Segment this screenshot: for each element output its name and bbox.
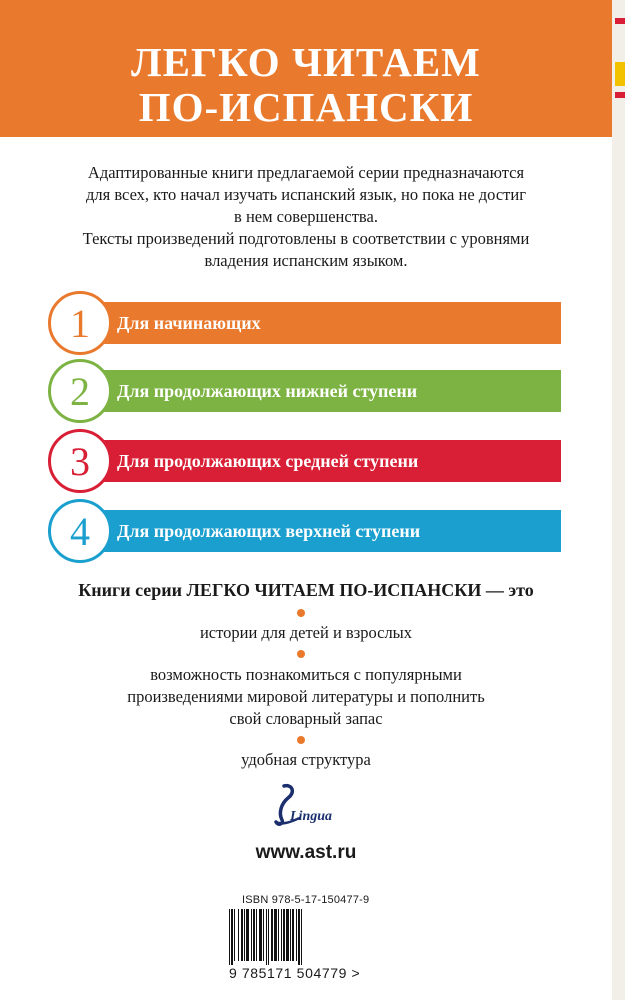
- level-number: 2: [70, 368, 90, 414]
- level-number: 4: [70, 508, 90, 554]
- bullet-dot: [297, 609, 305, 617]
- edge-flag-yellow: [615, 62, 625, 86]
- series-title-line1: ЛЕГКО ЧИТАЕМ: [131, 39, 481, 85]
- feature-text: истории для детей и взрослых: [199, 623, 413, 642]
- edge-flag-red-2: [615, 92, 625, 98]
- barcode: [229, 909, 379, 965]
- series-heading: Книги серии ЛЕГКО ЧИТАЕМ ПО-ИСПАНСКИ — это: [78, 580, 534, 600]
- level-label: Для начинающих: [117, 313, 261, 333]
- lingua-logo-text: Lingua: [290, 809, 333, 824]
- intro-line: для всех, кто начал изучать испанский язык, но пока не достиг: [86, 185, 526, 204]
- cover-edge: [612, 0, 625, 1000]
- intro-line: Тексты произведений подготовлены в соответствии с уровнями: [82, 229, 530, 248]
- bullet-dot: [297, 736, 305, 744]
- level-4: [48, 499, 561, 563]
- level-number-badge: [48, 499, 112, 563]
- intro-line: владения испанским языком.: [204, 251, 408, 270]
- level-label: Для продолжающих средней ступени: [117, 451, 419, 471]
- feature-text: произведениями мировой литературы и пополнить: [127, 687, 485, 706]
- level-number-badge: [48, 359, 112, 423]
- barcode-digits: 9 785171 504779 >: [229, 965, 361, 981]
- level-label: Для продолжающих нижней ступени: [117, 381, 418, 401]
- feature-text: возможность познакомиться с популярными: [150, 665, 462, 684]
- level-1: [48, 291, 561, 355]
- level-number: 3: [70, 438, 90, 484]
- barcode-gap: [302, 909, 305, 961]
- feature-text: удобная структура: [241, 750, 371, 769]
- lingua-logo: [270, 782, 340, 828]
- title-banner: [0, 0, 612, 137]
- intro-text: [60, 162, 552, 272]
- edge-flag-red: [615, 18, 625, 24]
- series-title-line2: ПО-ИСПАНСКИ: [138, 84, 474, 130]
- level-2: [48, 359, 561, 423]
- intro-line: Адаптированные книги предлагаемой серии предназначаются: [87, 163, 525, 182]
- intro-line: в нем совершенства.: [234, 207, 378, 226]
- level-3: [48, 429, 561, 493]
- lingua-logo-icon: [270, 782, 340, 828]
- website-url[interactable]: www.ast.ru: [255, 842, 357, 863]
- level-label: Для продолжающих верхней ступени: [117, 521, 421, 541]
- feature-item: [120, 622, 492, 644]
- level-number: 1: [70, 300, 90, 346]
- series-title: [0, 40, 612, 130]
- level-number-badge: [48, 429, 112, 493]
- level-number-badge: [48, 291, 112, 355]
- bullet-dot: [297, 650, 305, 658]
- feature-item: [120, 749, 492, 771]
- feature-item: [120, 664, 492, 730]
- feature-text: свой словарный запас: [229, 709, 383, 728]
- isbn: ISBN 978-5-17-150477-9: [242, 894, 370, 906]
